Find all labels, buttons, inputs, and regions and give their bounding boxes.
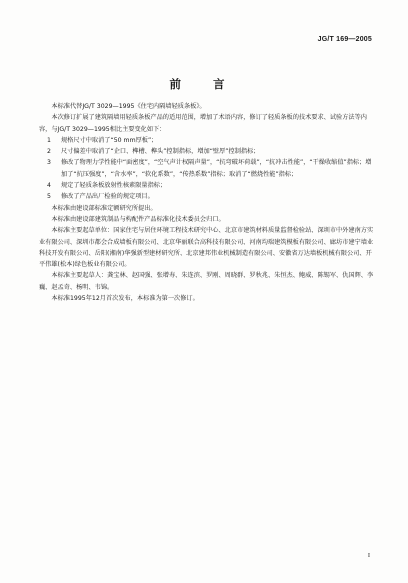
list-number: 2	[47, 148, 51, 156]
list-text: 规格尺寸中取消了“50 mm厚板”；	[61, 136, 158, 144]
list-number: 1	[47, 136, 51, 144]
page-number: I	[367, 552, 370, 559]
paragraph-drafters: 本标准主要起草人：龚宝林、赵国强、张增寿、朱连滨、罗刚、周晓群、罗秋兆、朱恒杰、鲍威、陈锡军、仇国辉、李巍、赵孟奇、杨明、韦锦。	[39, 272, 374, 291]
list-text: 尺寸偏差中取消了“企口、榫槽、榫头”控制指标，增加“壁厚”控制指标；	[61, 148, 260, 156]
list-item	[39, 191, 375, 202]
list-item	[39, 135, 375, 146]
list-item	[39, 146, 375, 157]
list-item	[39, 157, 375, 180]
page-title: 前 言	[169, 77, 239, 91]
list-number: 4	[47, 182, 51, 190]
foreword-body	[39, 101, 375, 304]
list-item	[39, 180, 375, 191]
standard-code: JG/T 169—2005	[317, 36, 372, 43]
paragraph-history: 本标准1995年12月首次发布，本标准为第一次修订。	[51, 295, 199, 303]
list-text: 修改了物理力学性能中“面密度”，“空气声计权隔声量”，“抗弯破坏荷载”，“抗冲击性能”，“干燥收缩值”指标；增加了“抗压强度”，“含水率”，“软化系数”，“传热系数”指标；取消了“燃烧性能”指标；	[61, 159, 372, 178]
paragraph-proposed-by: 本标准由建设部标准定额研究所提出。	[51, 204, 157, 212]
list-number: 3	[47, 159, 51, 167]
list-number: 5	[47, 193, 51, 201]
list-text: 规定了轻质条板放射性核素限量指标；	[61, 182, 167, 190]
list-text: 修改了产品出厂检验的规定项目。	[61, 193, 154, 201]
paragraph-replaces: 本标准代替JG/T 3029—1995《住宅内隔墙轻质条板》。	[51, 103, 206, 110]
paragraph-drafting-units: 本标准主要起草单位：国家住宅与居住环境工程技术研究中心、北京市建筑材料质量监督检验站、深圳市中外建南方实业有限公司、深圳市都会合成墙板有限公司、北京华丽联合高科技有限公司、河南均瑞建筑模板有限公司、廊坊市建宁墙业科技开发有限公司、岳阳(湘南)华强新型建材研究所、北京建邦伟业机械制造有限公司、安徽省万达墙板机械有限公司、开平伟雄(松本)绿色板业有限公司。	[39, 227, 374, 269]
paragraph-centralized-by: 本标准由建设部建筑制品与构配件产品标准化技术委员会归口。	[51, 215, 225, 223]
paragraph-revision-scope: 本次修订扩展了建筑隔墙用轻质条板产品的适用范围，增加了术语内容，修订了轻质条板的技术要求、试验方法等内容，与JG/T 3029—1995相比主要变化如下：	[39, 114, 367, 133]
